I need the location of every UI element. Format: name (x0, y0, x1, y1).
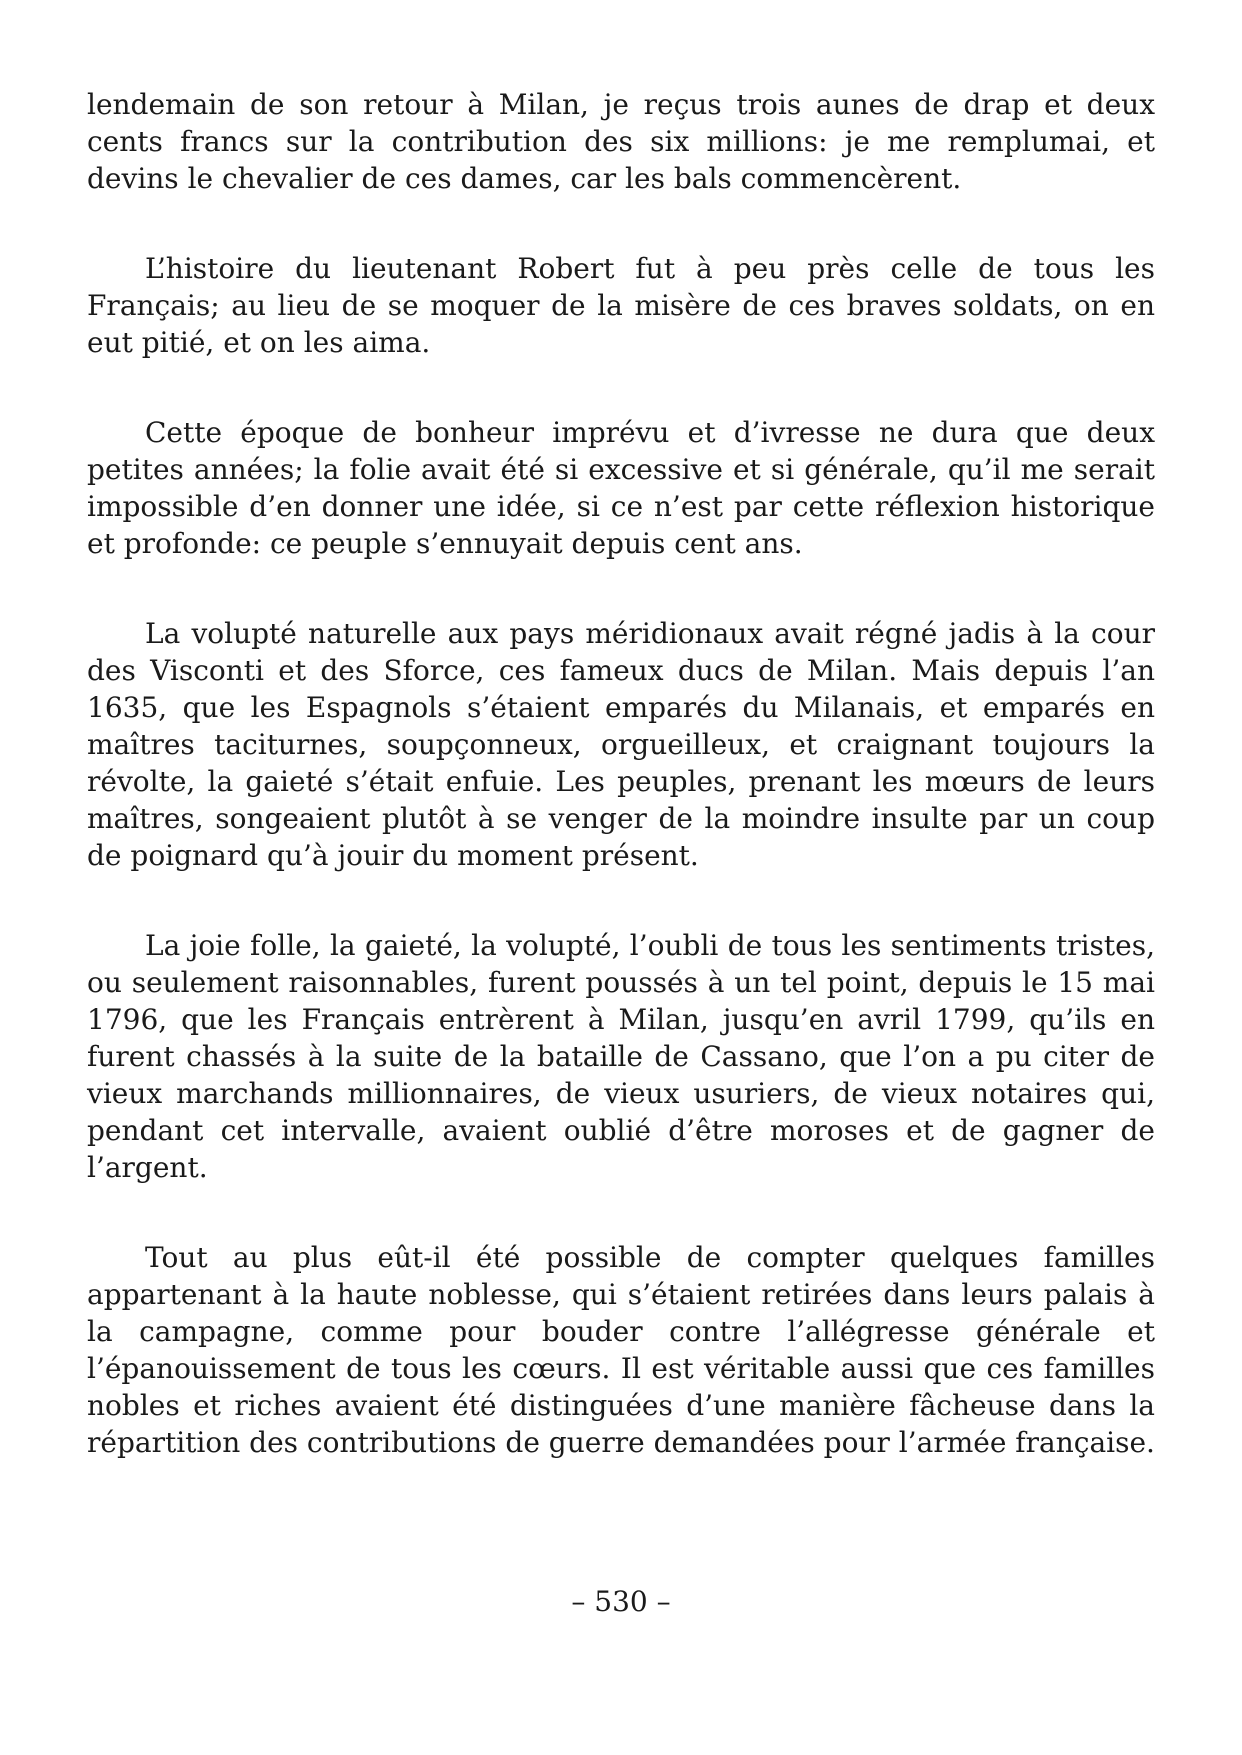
paragraph-continuation: lendemain de son retour à Milan, je reçus trois aunes de drap et deux cents francs sur la contribution des six millions: je me remplumai, et devins le chevalier de ces dames, car les bals commencèrent. (87, 88, 1155, 195)
paragraph-haute-noblesse: Tout au plus eût-il été possible de compter quelques familles appartenant à la haute noblesse, qui s’étaient retirées dans leurs palais à la campagne, comme pour bouder contre l’allégresse générale et l’épanouissement de tous les cœurs. Il est véritable aussi que ces familles nobles et riches avaient été distinguées d’une manière fâcheuse dans la répartition des contributions de guerre demandées pour l’armée française. (87, 1241, 1155, 1459)
page-number: – 530 – (571, 1585, 671, 1618)
paragraph-volupte: La volupté naturelle aux pays méridionaux avait régné jadis à la cour des Visconti et des Sforce, ces fameux ducs de Milan. Mais depuis l’an 1635, que les Espagnols s’étaient emparés du Milanais, et emparés en maîtres taciturnes, soupçonneux, orgueilleux, et craignant toujours la révolte, la gaieté s’était enfuie. Les peuples, prenant les mœurs de leurs maîtres, songeaient plutôt à se venger de la moindre insulte par un coup de poignard qu’à jouir du moment présent. (87, 617, 1155, 872)
paragraph-joie-folle: La joie folle, la gaieté, la volupté, l’oubli de tous les sentiments tristes, ou seulement raisonnables, furent poussés à un tel point, depuis le 15 mai 1796, que les Français entrèrent à Milan, jusqu’en avril 1799, qu’ils en furent chassés à la suite de la bataille de Cassano, que l’on a pu citer de vieux marchands millionnaires, de vieux usuriers, de vieux notaires qui, pendant cet intervalle, avaient oublié d’être moroses et de gagner de l’argent. (87, 929, 1155, 1184)
page-body (87, 86, 1155, 1514)
paragraph-epoque-bonheur: Cette époque de bonheur imprévu et d’ivresse ne dura que deux petites années; la folie avait été si excessive et si générale, qu’il me serait impossible d’en donner une idée, si ce n’est par cette réflexion historique et profonde: ce peuple s’ennuyait depuis cent ans. (87, 416, 1155, 560)
paragraph-lieutenant-robert: L’histoire du lieutenant Robert fut à peu près celle de tous les Français; au lieu de se moquer de la misère de ces braves soldats, on en eut pitié, et on les aima. (87, 252, 1155, 359)
